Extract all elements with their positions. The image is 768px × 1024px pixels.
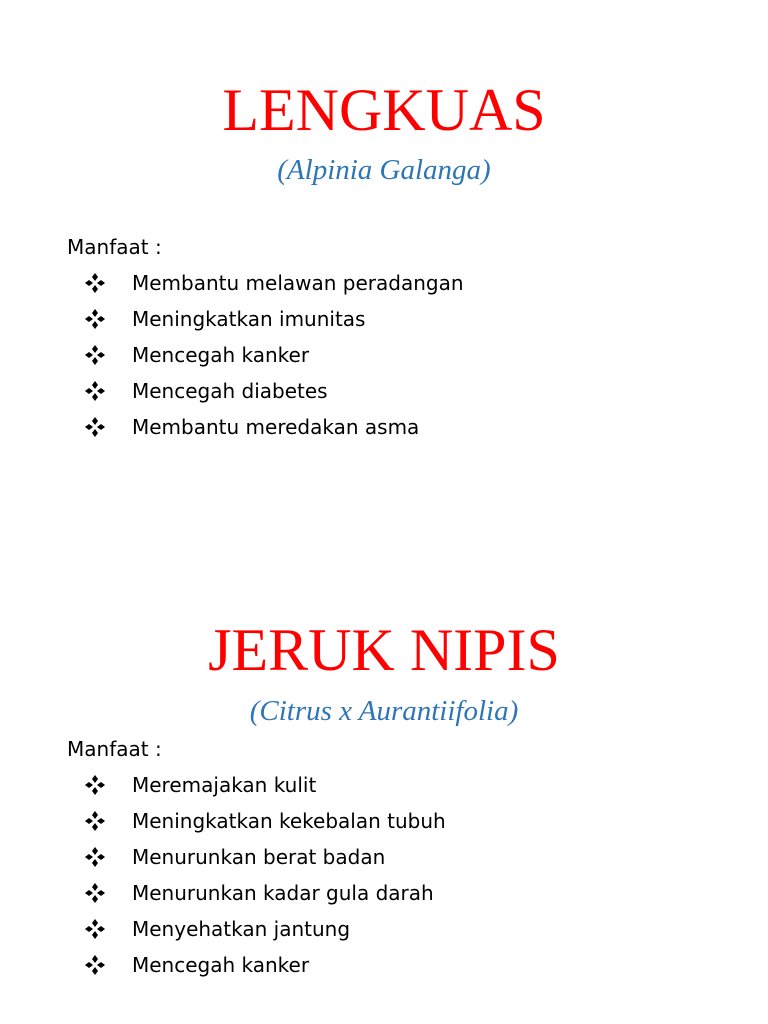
list-item [0,342,768,378]
list-item [0,808,768,844]
diamond-quad-bullet-icon [84,272,106,294]
benefit-text: Menurunkan berat badan [132,845,386,869]
plant-title: JERUK NIPIS [208,617,560,683]
benefit-list [0,772,768,988]
benefit-text: Mencegah kanker [132,343,310,367]
diamond-quad-bullet-icon [84,846,106,868]
list-item [0,772,768,808]
list-item [0,844,768,880]
diamond-quad-bullet-icon [84,882,106,904]
diamond-quad-bullet-icon [84,810,106,832]
plant-latin-name: (Alpinia Galanga) [277,154,491,186]
list-item [0,916,768,952]
benefit-text: Meningkatkan kekebalan tubuh [132,809,446,833]
benefit-label: Manfaat : [67,235,162,259]
plant-title: LENGKUAS [222,77,546,143]
benefit-list [0,270,768,450]
benefit-text: Mencegah diabetes [132,379,328,403]
benefit-text: Meremajakan kulit [132,773,317,797]
benefit-text: Menyehatkan jantung [132,917,351,941]
list-item [0,306,768,342]
diamond-quad-bullet-icon [84,954,106,976]
benefit-text: Mencegah kanker [132,953,310,977]
benefit-text: Membantu melawan peradangan [132,271,464,295]
list-item [0,378,768,414]
list-item [0,952,768,988]
list-item [0,270,768,306]
benefit-text: Meningkatkan imunitas [132,307,366,331]
diamond-quad-bullet-icon [84,344,106,366]
diamond-quad-bullet-icon [84,380,106,402]
diamond-quad-bullet-icon [84,416,106,438]
diamond-quad-bullet-icon [84,308,106,330]
plant-latin-name: (Citrus x Aurantiifolia) [249,695,519,727]
diamond-quad-bullet-icon [84,918,106,940]
list-item [0,880,768,916]
list-item [0,414,768,450]
benefit-text: Membantu meredakan asma [132,415,420,439]
diamond-quad-bullet-icon [84,774,106,796]
benefit-text: Menurunkan kadar gula darah [132,881,434,905]
benefit-label: Manfaat : [67,737,162,761]
